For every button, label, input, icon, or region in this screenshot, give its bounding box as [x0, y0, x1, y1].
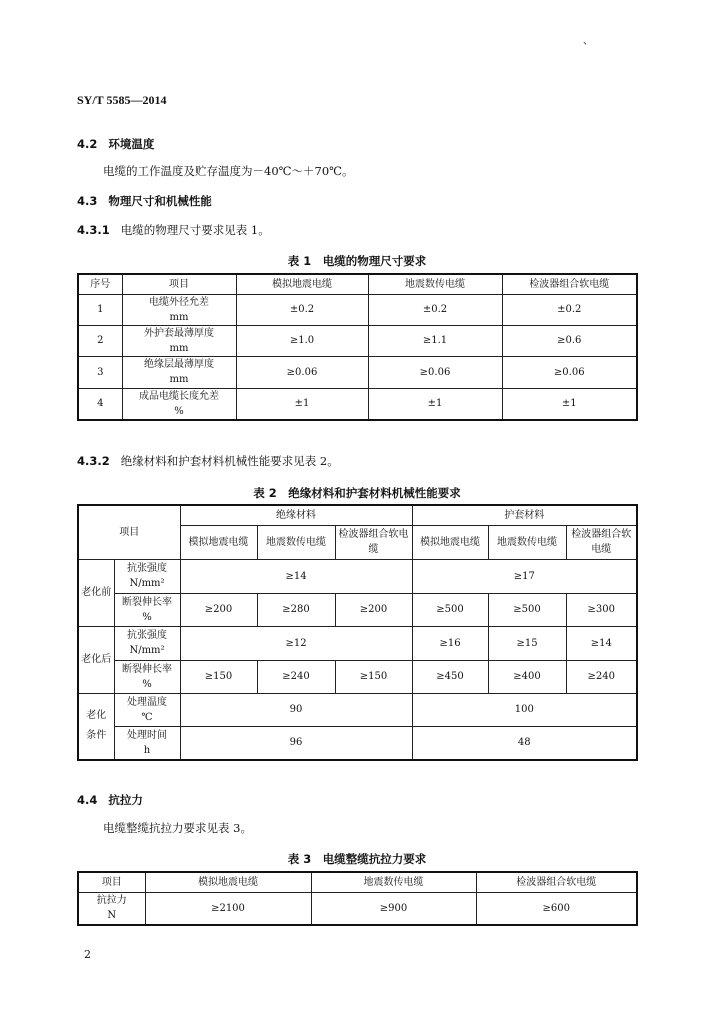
item-unit: %: [174, 405, 184, 417]
item-label: 成品电缆长度允差: [139, 390, 219, 402]
item-label: 抗张强度: [127, 563, 167, 574]
table-row: [78, 559, 637, 593]
cell-value: ≥0.06: [502, 356, 637, 388]
cell-value: ≥500: [488, 593, 566, 626]
table3-header-col3: 检波器组合软电缆: [476, 872, 637, 892]
section-4-2-heading: [77, 136, 154, 152]
row-number: 4: [78, 388, 122, 420]
table1-header-col2: 地震数传电缆: [368, 274, 502, 294]
cell-value: ≥150: [335, 660, 412, 693]
row-item: [114, 593, 180, 626]
item-unit: mm: [169, 311, 189, 323]
table-row: [78, 388, 637, 420]
row-item: [122, 388, 236, 420]
row-item: [114, 693, 180, 726]
cell-value: ±1: [236, 388, 368, 420]
table-row: [78, 593, 637, 626]
item-label: 处理温度: [127, 696, 167, 708]
sub-header: 检波器组合软电缆: [566, 525, 637, 559]
table1-header-col3: 检波器组合软电缆: [502, 274, 637, 294]
cell-value: ±1: [368, 388, 502, 420]
item-unit: mm: [169, 374, 189, 385]
item-unit: %: [142, 678, 152, 690]
item-unit: N/mm²: [129, 578, 165, 589]
table2: [77, 504, 638, 761]
cell-value: ≥450: [412, 660, 488, 693]
table-row: [78, 693, 637, 726]
cell-value: ≥0.6: [502, 325, 637, 356]
item-label: 处理时间: [127, 729, 167, 741]
row-item: [122, 325, 236, 356]
row-number: 3: [78, 356, 122, 388]
sub-header: 检波器组合软电缆: [335, 525, 412, 559]
group-label: [78, 693, 114, 760]
cell-value: ≥1.1: [368, 325, 502, 356]
item-label: 电缆外径允差: [149, 296, 209, 308]
section-4-3-heading: [77, 193, 212, 209]
cell-value: ≥150: [180, 660, 257, 693]
section-4-2-text: 电缆的工作温度及贮存温度为－40℃～＋70℃。: [103, 164, 354, 178]
group-label: 老化前: [78, 559, 114, 626]
cell-value: ±1: [502, 388, 637, 420]
cell-value: 100: [412, 693, 637, 726]
cell-value: ≥900: [311, 892, 476, 925]
paragraph: 电缆的物理尺寸要求见表 1。: [120, 223, 270, 237]
cell-value: ≥600: [476, 892, 637, 925]
section-4-4-text: 电缆整缆抗拉力要求见表 3。: [103, 821, 252, 835]
row-item: [114, 660, 180, 693]
table-row: [78, 626, 637, 660]
page-number: 2: [84, 948, 91, 961]
cell-value: ≥280: [257, 593, 335, 626]
table-row: [78, 726, 637, 760]
section-number: 4.3.1: [77, 223, 110, 237]
table1-caption: 表 1 电缆的物理尺寸要求: [287, 254, 427, 268]
section-number: 4.4: [77, 793, 98, 807]
group-label-text: 老化条件: [86, 710, 107, 742]
cell-value: ≥200: [335, 593, 412, 626]
section-title: 抗拉力: [108, 793, 143, 807]
table3-header-item: 项目: [78, 872, 145, 892]
cell-value: ±0.2: [368, 294, 502, 325]
cell-value: ±0.2: [236, 294, 368, 325]
cell-value: ≥2100: [145, 892, 311, 925]
table-row: [78, 325, 637, 356]
item-label: 断裂伸长率: [122, 663, 172, 675]
sub-header: 模拟地震电缆: [180, 525, 257, 559]
section-title: 物理尺寸和机械性能: [108, 194, 212, 208]
cell-value: 48: [412, 726, 637, 760]
cell-value: ±0.2: [502, 294, 637, 325]
item-unit: mm: [169, 342, 189, 354]
standard-id: SY/T 5585—2014: [77, 93, 167, 107]
section-4-4-heading: [77, 792, 143, 808]
row-item: [114, 559, 180, 593]
row-item: [114, 626, 180, 660]
group-label: 老化后: [78, 626, 114, 693]
cell-value: ≥200: [180, 593, 257, 626]
item-unit: N/mm²: [129, 645, 165, 656]
cell-value: ≥14: [566, 626, 637, 660]
section-title: 环境温度: [108, 137, 155, 151]
table-row: [78, 660, 637, 693]
item-unit: N: [107, 910, 117, 922]
sub-header: 模拟地震电缆: [412, 525, 488, 559]
section-number: 4.2: [77, 137, 98, 151]
cell-value: ≥14: [180, 559, 412, 593]
item-unit: h: [143, 744, 151, 756]
item-label: 外护套最薄厚度: [144, 327, 214, 339]
cell-value: ≥12: [180, 626, 412, 660]
section-4-3-1-text: [77, 222, 270, 238]
paragraph: 绝缘材料和护套材料机械性能要求见表 2。: [120, 454, 339, 468]
table-row: [78, 294, 637, 325]
item-label: 抗张强度: [127, 630, 167, 641]
table3-header-col2: 地震数传电缆: [311, 872, 476, 892]
item-label: 绝缘层最薄厚度: [144, 359, 214, 370]
row-item: [122, 294, 236, 325]
cell-value: ≥500: [412, 593, 488, 626]
table1: [77, 273, 638, 421]
table3-caption: 表 3 电缆整缆抗拉力要求: [287, 852, 427, 866]
item-label: 抗拉力: [96, 895, 127, 907]
row-number: 1: [78, 294, 122, 325]
table2-item-header: 项目: [78, 505, 180, 559]
table1-header-no: 序号: [78, 274, 122, 294]
cell-value: ≥240: [566, 660, 637, 693]
cell-value: 90: [180, 693, 412, 726]
corner-mark: 、: [583, 36, 593, 47]
cell-value: ≥16: [412, 626, 488, 660]
table2-group-insulation: 绝缘材料: [180, 505, 412, 525]
row-item: [114, 726, 180, 760]
row-item: [78, 892, 145, 925]
cell-value: ≥240: [257, 660, 335, 693]
cell-value: ≥0.06: [236, 356, 368, 388]
table-row: [78, 356, 637, 388]
cell-value: ≥300: [566, 593, 637, 626]
cell-value: ≥15: [488, 626, 566, 660]
item-label: 断裂伸长率: [122, 596, 172, 608]
table1-header-col1: 模拟地震电缆: [236, 274, 368, 294]
table-row: [78, 892, 637, 925]
cell-value: 96: [180, 726, 412, 760]
table1-header-item: 项目: [122, 274, 236, 294]
row-number: 2: [78, 325, 122, 356]
item-unit: ℃: [141, 711, 153, 723]
section-number: 4.3.2: [77, 454, 110, 468]
item-unit: %: [142, 611, 152, 623]
table2-caption: 表 2 绝缘材料和护套材料机械性能要求: [253, 486, 461, 500]
section-4-3-2-text: [77, 453, 339, 469]
sub-header: 地震数传电缆: [488, 525, 566, 559]
table2-group-sheath: 护套材料: [412, 505, 637, 525]
cell-value: ≥400: [488, 660, 566, 693]
cell-value: ≥1.0: [236, 325, 368, 356]
table3: [77, 871, 638, 926]
row-item: [122, 356, 236, 388]
table3-header-col1: 模拟地震电缆: [145, 872, 311, 892]
sub-header: 地震数传电缆: [257, 525, 335, 559]
cell-value: ≥0.06: [368, 356, 502, 388]
section-number: 4.3: [77, 194, 98, 208]
cell-value: ≥17: [412, 559, 637, 593]
